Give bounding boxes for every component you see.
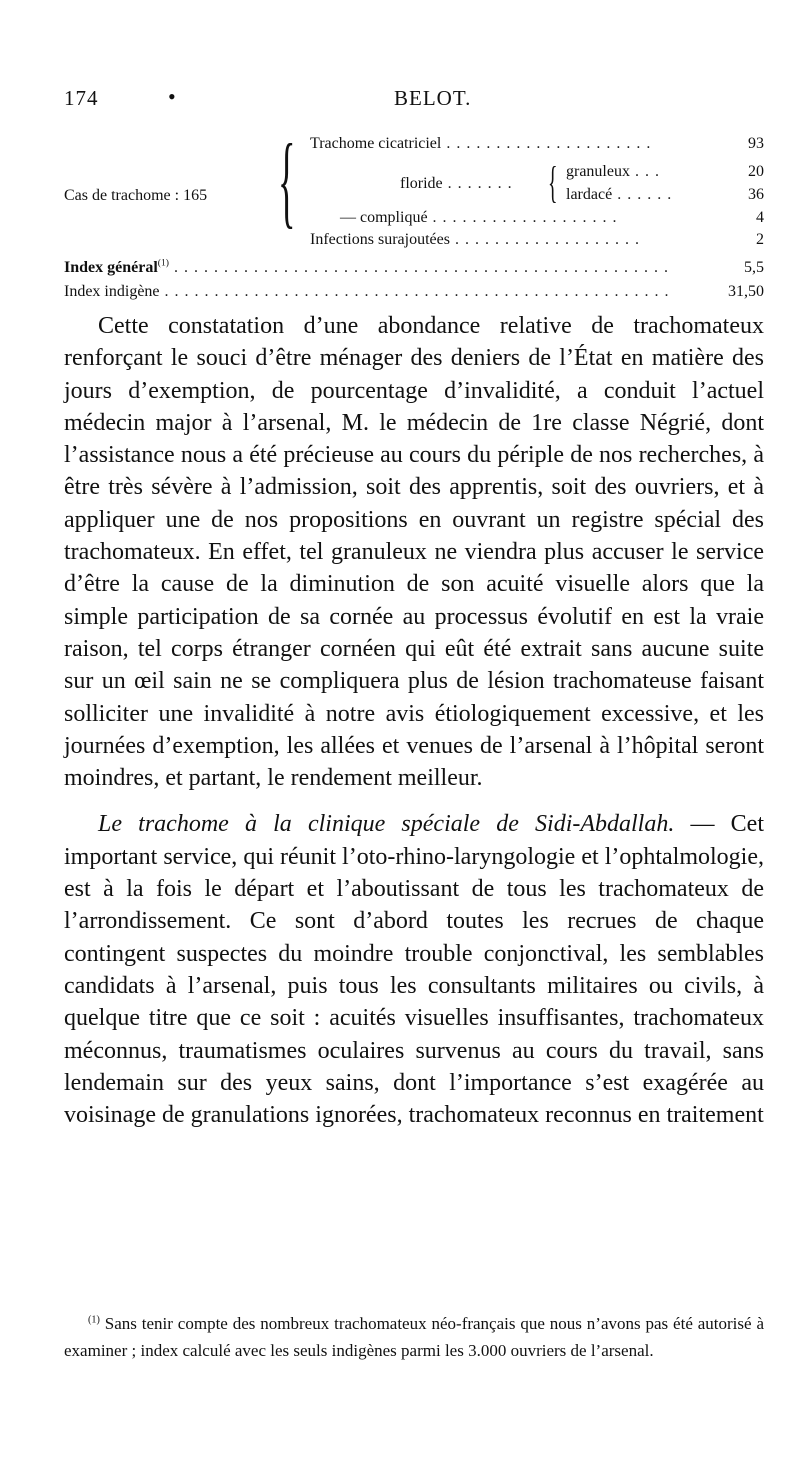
row-value: 2	[756, 231, 764, 248]
body-text	[64, 310, 764, 1131]
left-brace: {	[278, 123, 296, 238]
running-header	[64, 86, 764, 116]
paragraph: Cette constatation d’une abondance relative de trachomateux renforçant le souci d’être ménager des deniers de l’État en matière des jours d’exemption, de pourcentage d’invalidité, a conduit l’actuel médecin major à l’arsenal, M. le médecin de 1re classe Négrié, dont l’assistance nous a été précieuse au cours du périple de nos recherches, à être très sévère à l’admission, soit des apprentis, soit des ouvriers, et à appliquer une de nos propositions en ouvrant un registre spécial des trachomateux. En effet, tel granuleux ne viendra plus accuser le service d’être la cause de la diminution de son acuité visuelle alors que la simple participation de sa cornée au processus évolutif en est la vraie raison, tel corps étranger cornéen qui eût été extrait sans aucune suite sur un œil sain ne se compliquera plus de lésion trachomateuse faisant solliciter une invalidité à notre avis étiologiquement excessive, et les journées d’exemption, les allées et venues de l’arsenal à l’hôpital seront moindres, et partant, le rendement meilleur.	[64, 313, 764, 792]
footnote	[64, 1310, 764, 1364]
sub-brace: {	[548, 158, 558, 207]
row-granuleux: granuleux . . .	[566, 163, 660, 180]
row-value: 93	[748, 135, 764, 152]
row-label: — compliqué	[340, 209, 428, 226]
row-label: floride	[400, 175, 443, 192]
row-value: 5,5	[744, 259, 764, 276]
row-label: Index général	[64, 259, 158, 276]
row-value: 36	[748, 186, 764, 203]
row-cicatriciel: Trachome cicatriciel . . . . . . . . . . . . . . . . . . . . .	[310, 135, 652, 152]
section-heading: Le trachome à la clinique spéciale de Sidi-Abdallah.	[98, 811, 675, 838]
page-number: 174	[64, 86, 99, 110]
running-title: BELOT.	[394, 86, 472, 110]
row-label: granuleux	[566, 163, 630, 180]
row-index-indigene: Index indigène . . . . . . . . . . . . . . . . . . . . . . . . . . . . . . . . . . . . . . . . . . . . . . . . . . .	[64, 283, 670, 300]
header-bullet: •	[168, 84, 177, 109]
footnote-paragraph	[64, 1310, 764, 1364]
footnote-marker: (1)	[88, 1314, 100, 1326]
footnote-text: Sans tenir compte des nombreux trachomateux néo-français que nous n’avons pas été autorisé à examiner ; index calculé avec les seuls indigènes parmi les 3.000 ouvriers de l’arsenal.	[64, 1314, 764, 1360]
row-floride: floride . . . . . . .	[400, 175, 513, 192]
row-lardace: lardacé . . . . . .	[566, 186, 673, 203]
paragraph-text: — Cet important service, qui réunit l’oto-rhino-laryngologie et l’ophtalmologie, est à la fois le départ et l’aboutissant de tous les trachomateux de l’arrondissement. Ce sont d’abord toutes les recrues de chaque contingent suspectes du moindre trouble conjonctival, les semblables candidats à l’arsenal, puis tous les consultants militaires ou civils, à quelque titre que ce soit : acuités visuelles insuffisantes, trachomateux méconnus, traumatismes oculaires survenus au cours du travail, sans lendemain sur des yeux sains, dont l’importance s’est exagérée au voisinage de granulations ignorées, trachomateux reconnus en traitement	[64, 811, 765, 1129]
row-label: Trachome cicatriciel	[310, 135, 442, 152]
row-index-general: Index général$^{(1)}$ . . . . . . . . . . . . . . . . . . . . . . . . . . . . . . . . . . . . . . . . . . . . . . . . . .	[64, 257, 669, 276]
footnote-ref: (1)	[157, 257, 169, 269]
group-label	[64, 187, 207, 205]
row-infections: Infections surajoutées . . . . . . . . . . . . . . . . . . .	[310, 231, 640, 248]
paragraph	[64, 808, 764, 1131]
row-complique: — compliqué . . . . . . . . . . . . . . . . . . .	[340, 209, 618, 226]
group-label-text: Cas de trachome : 165	[64, 187, 208, 204]
row-label: Index indigène	[64, 283, 160, 300]
row-value: 31,50	[728, 283, 764, 300]
row-value: 4	[756, 209, 764, 226]
row-value: 20	[748, 163, 764, 180]
row-label: Infections surajoutées	[310, 231, 450, 248]
row-label: lardacé	[566, 186, 613, 203]
